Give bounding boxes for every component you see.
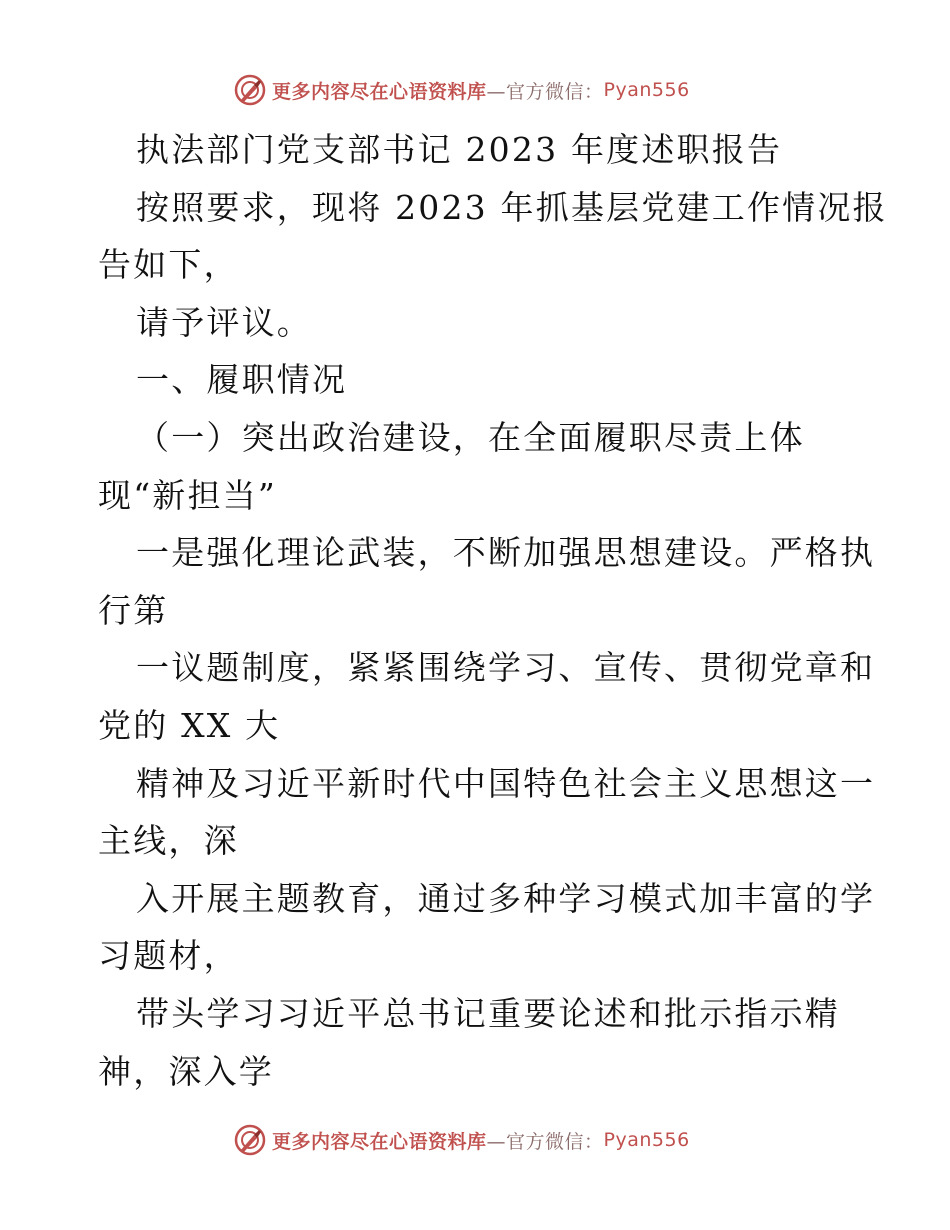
paragraph-line: 入开展主题教育，通过多种学习模式加丰富的学 [136, 878, 876, 918]
watermark-lead-text: 更多内容尽在心语资料库 [272, 80, 487, 103]
watermark-middle-text: —官方微信： [486, 80, 604, 103]
document-body [98, 121, 888, 1100]
watermark-middle-text: —官方微信： [486, 1130, 604, 1153]
paragraph-line: 请予评议。 [136, 302, 312, 342]
watermark-lead-text: 更多内容尽在心语资料库 [272, 1130, 487, 1153]
paragraph-line: 按照要求，现将 2023 年抓基层党建工作情况报 [136, 187, 888, 227]
paragraph-line: 告如下， [98, 245, 239, 285]
header-watermark [234, 72, 690, 108]
subsection-heading: （一）突出政治建设，在全面履职尽责上体 [136, 417, 805, 457]
paragraph-line: 带头学习习近平总书记重要论述和批示指示精 [136, 993, 840, 1033]
watermark-id-text: Pyan556 [603, 1129, 690, 1151]
footer-watermark [234, 1122, 690, 1158]
section-heading: 一、履职情况 [136, 360, 348, 400]
watermark-id-text: Pyan556 [603, 79, 690, 101]
paragraph-line: 行第 [98, 590, 169, 630]
subsection-heading-continued: 现“新担当” [98, 475, 277, 515]
paragraph-line: 习题材， [98, 936, 239, 976]
paragraph-line: 神，深入学 [98, 1051, 274, 1091]
paragraph-line: 主线，深 [98, 821, 239, 861]
paragraph-line: 一是强化理论武装，不断加强思想建设。严格执 [136, 533, 876, 573]
paragraph-line: 精神及习近平新时代中国特色社会主义思想这一 [136, 763, 876, 803]
document-title: 执法部门党支部书记 2023 年度述职报告 [136, 130, 783, 169]
paragraph-line: 党的 XX 大 [98, 705, 281, 745]
pen-logo-icon [234, 1124, 266, 1156]
pen-logo-icon [234, 74, 266, 106]
paragraph-line: 一议题制度，紧紧围绕学习、宣传、贯彻党章和 [136, 648, 876, 688]
